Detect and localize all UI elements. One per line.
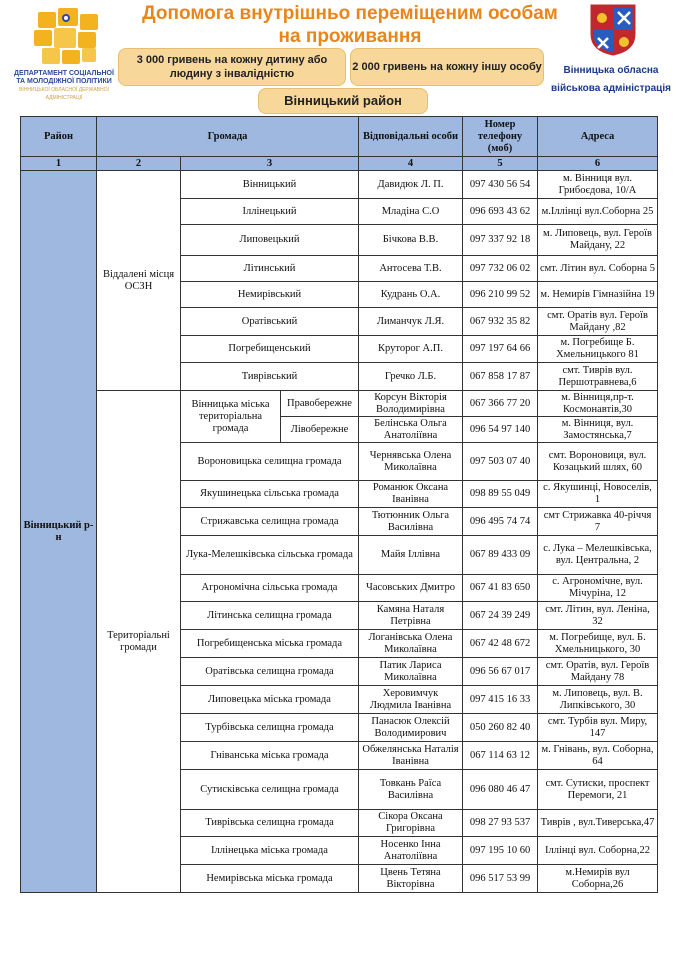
hromada-cell: Тиврівський (181, 363, 359, 391)
phone-cell: 050 260 82 40 (463, 714, 538, 742)
address-cell: смт. Сутиски, проспект Перемоги, 21 (538, 770, 658, 810)
col-number-1: 1 (21, 157, 97, 171)
header-persons: Відповідальні особи (359, 117, 463, 157)
address-cell: смт. Оратів, вул. Героїв Майдану 78 (538, 658, 658, 686)
hromada-cell: Тиврівська селищна громада (181, 810, 359, 837)
phone-cell: 096 693 43 62 (463, 199, 538, 225)
person-cell: Носенко Інна Анатоліївна (359, 837, 463, 865)
col-number-5: 5 (463, 157, 538, 171)
address-cell: смт. Оратів вул. Героїв Майдану ,82 (538, 308, 658, 336)
person-cell: Тютюнник Ольга Василівна (359, 508, 463, 536)
hromada-cell: Якушинецька сільська громада (181, 481, 359, 508)
header-rayon: Район (21, 117, 97, 157)
hromada-cell: Лука-Мелешківська сільська громада (181, 536, 359, 575)
person-cell: Гречко Л.Б. (359, 363, 463, 391)
hromada-cell: Оратівський (181, 308, 359, 336)
bank-side-cell: Лівобережне (281, 417, 359, 443)
person-cell: Бічкова В.В. (359, 225, 463, 256)
table-number-row (21, 157, 658, 171)
person-cell: Товкань Раїса Василівна (359, 770, 463, 810)
phone-cell: 097 337 92 18 (463, 225, 538, 256)
rayon-cell: Вінницький р-н (21, 171, 97, 893)
address-cell: м. Погребище Б. Хмельницького 81 (538, 336, 658, 363)
phone-cell: 067 932 35 82 (463, 308, 538, 336)
phone-cell: 067 41 83 650 (463, 575, 538, 602)
person-cell: Цвень Тетяна Вікторівна (359, 865, 463, 893)
person-cell: Логанівська Олена Миколаївна (359, 630, 463, 658)
hromada-cell: Сутисківська селищна громада (181, 770, 359, 810)
hromada-cell: Літинський (181, 256, 359, 282)
hromada-cell: Стрижавська селищна громада (181, 508, 359, 536)
address-cell: смт. Тиврів вул. Першотравнева,6 (538, 363, 658, 391)
col-number-4: 4 (359, 157, 463, 171)
hromada-cell: Гніванська міська громада (181, 742, 359, 770)
address-cell: м. Гнівань, вул. Соборна, 64 (538, 742, 658, 770)
logo-line-3: ВІННИЦЬКОЇ ОБЛАСНОЇ ДЕРЖАВНОЇ АДМІНІСТРАЦІЇ (19, 87, 109, 101)
logo-line-1: ДЕПАРТАМЕНТ СОЦІАЛЬНОЇ (14, 70, 114, 77)
address-cell: смт. Вороновиця, вул. Козацький шлях, 60 (538, 443, 658, 481)
table-header-row (21, 117, 658, 157)
phone-cell: 096 210 99 52 (463, 282, 538, 308)
address-cell: смт. Турбів вул. Миру, 147 (538, 714, 658, 742)
person-cell: Патик Лариса Миколаївна (359, 658, 463, 686)
group-communities-cell: Територіальні громади (97, 391, 181, 893)
col-number-3: 3 (181, 157, 359, 171)
phone-cell: 097 732 06 02 (463, 256, 538, 282)
address-cell: м.Немирів вул Соборна,26 (538, 865, 658, 893)
person-cell: Младіна С.О (359, 199, 463, 225)
address-cell: м.Іллінці вул.Соборна 25 (538, 199, 658, 225)
phone-cell: 096 495 74 74 (463, 508, 538, 536)
admin-line-2: військова адміністрація (551, 83, 671, 94)
table-row (21, 171, 658, 199)
region-crest-icon (590, 4, 636, 56)
group-remote-cell: Віддалені місця ОСЗН (97, 171, 181, 391)
phone-cell: 096 54 97 140 (463, 417, 538, 443)
address-cell: с. Якушинці, Новоселів, 1 (538, 481, 658, 508)
hromada-cell: Агрономічна сільська громада (181, 575, 359, 602)
table-row (21, 391, 658, 417)
phone-cell: 067 24 39 249 (463, 602, 538, 630)
address-cell: м. Липовець, вул. В. Липківського, 30 (538, 686, 658, 714)
hromada-cell: Іллінецький (181, 199, 359, 225)
hromada-cell: Погребищенський (181, 336, 359, 363)
phone-cell: 097 415 16 33 (463, 686, 538, 714)
address-cell: Іллінці вул. Соборна,22 (538, 837, 658, 865)
phone-cell: 098 89 55 049 (463, 481, 538, 508)
phone-cell: 067 42 48 672 (463, 630, 538, 658)
person-cell: Майя Іллівна (359, 536, 463, 575)
col-number-2: 2 (97, 157, 181, 171)
person-cell: Часовських Дмитро (359, 575, 463, 602)
hromada-cell: Вороновицька селищна громада (181, 443, 359, 481)
address-cell: м. Погребище, вул. Б. Хмельницького, 30 (538, 630, 658, 658)
address-cell: м. Вінниця, вул. Замостянська,7 (538, 417, 658, 443)
page-title-line-2: на проживання (278, 26, 422, 47)
hromada-cell: Липовецький (181, 225, 359, 256)
amount-child-badge: 3 000 гривень на кожну дитину або людину з інвалідністю (118, 48, 346, 86)
hromada-cell: Вінницький (181, 171, 359, 199)
header-address: Адреса (538, 117, 658, 157)
address-cell: с. Лука – Мелешківська, вул. Центральна, 2 (538, 536, 658, 575)
person-cell: Кудрань О.А. (359, 282, 463, 308)
address-cell: м. Липовець, вул. Героїв Майдану, 22 (538, 225, 658, 256)
contacts-table (20, 116, 658, 893)
address-cell: с. Агрономічне, вул. Мічуріна, 12 (538, 575, 658, 602)
phone-cell: 096 517 53 99 (463, 865, 538, 893)
hromada-cell: Літинська селищна громада (181, 602, 359, 630)
person-cell: Херовимчук Людмила Іванівна (359, 686, 463, 714)
hromada-cell: Турбівська селищна громада (181, 714, 359, 742)
person-cell: Камяна Наталя Петрівна (359, 602, 463, 630)
phone-cell: 067 114 63 12 (463, 742, 538, 770)
phone-cell: 067 858 17 87 (463, 363, 538, 391)
header-phone: Номер телефону (моб) (463, 117, 538, 157)
phone-cell: 097 197 64 66 (463, 336, 538, 363)
district-title: Вінницький район (258, 88, 428, 114)
admin-line-1: Вінницька обласна (563, 65, 659, 76)
phone-cell: 097 195 10 60 (463, 837, 538, 865)
page-title (130, 2, 570, 48)
admin-name (548, 62, 674, 98)
hromada-cell: Немирівський (181, 282, 359, 308)
phone-cell: 097 430 56 54 (463, 171, 538, 199)
department-logo-text (4, 70, 124, 102)
phone-cell: 067 89 433 09 (463, 536, 538, 575)
address-cell: смт. Літин, вул. Леніна, 32 (538, 602, 658, 630)
person-cell: Белінська Ольга Анатоліївна (359, 417, 463, 443)
phone-cell: 067 366 77 20 (463, 391, 538, 417)
hromada-cell: Іллінецька міська громада (181, 837, 359, 865)
address-cell: смт Стрижавка 40-річчя 7 (538, 508, 658, 536)
phone-cell: 096 56 67 017 (463, 658, 538, 686)
person-cell: Панасюк Олексій Володимирович (359, 714, 463, 742)
person-cell: Давидюк Л. П. (359, 171, 463, 199)
header-hromada: Громада (97, 117, 359, 157)
bank-side-cell: Правобережне (281, 391, 359, 417)
address-cell: м. Немирів Гімназійна 19 (538, 282, 658, 308)
hromada-cell: Погребищенська міська громада (181, 630, 359, 658)
address-cell: смт. Літин вул. Соборна 5 (538, 256, 658, 282)
phone-cell: 096 080 46 47 (463, 770, 538, 810)
phone-cell: 097 503 07 40 (463, 443, 538, 481)
page-title-line-1: Допомога внутрішньо переміщеним особам (142, 3, 558, 24)
address-cell: м. Вінниця вул. Грибоєдова, 10/А (538, 171, 658, 199)
amount-other-badge: 2 000 гривень на кожну іншу особу (350, 48, 544, 86)
hromada-cell: Оратівська селищна громада (181, 658, 359, 686)
col-number-6: 6 (538, 157, 658, 171)
hromada-cell: Липовецька міська громада (181, 686, 359, 714)
person-cell: Романюк Оксана Іванівна (359, 481, 463, 508)
address-cell: м. Вінниця,пр-т. Космонавтів,30 (538, 391, 658, 417)
person-cell: Лиманчук Л.Я. (359, 308, 463, 336)
address-cell: Тиврів , вул.Тиверська,47 (538, 810, 658, 837)
hromada-cell: Вінницька міська територіальна громада (181, 391, 281, 443)
person-cell: Антосева Т.В. (359, 256, 463, 282)
person-cell: Чернявська Олена Миколаївна (359, 443, 463, 481)
person-cell: Сікора Оксана Григорівна (359, 810, 463, 837)
phone-cell: 098 27 93 537 (463, 810, 538, 837)
person-cell: Обжелянська Наталія Іванівна (359, 742, 463, 770)
hromada-cell: Немирівська міська громада (181, 865, 359, 893)
person-cell: Корсун Вікторія Володимирівна (359, 391, 463, 417)
person-cell: Круторог А.П. (359, 336, 463, 363)
logo-line-2: ТА МОЛОДІЖНОЇ ПОЛІТИКИ (16, 78, 112, 85)
